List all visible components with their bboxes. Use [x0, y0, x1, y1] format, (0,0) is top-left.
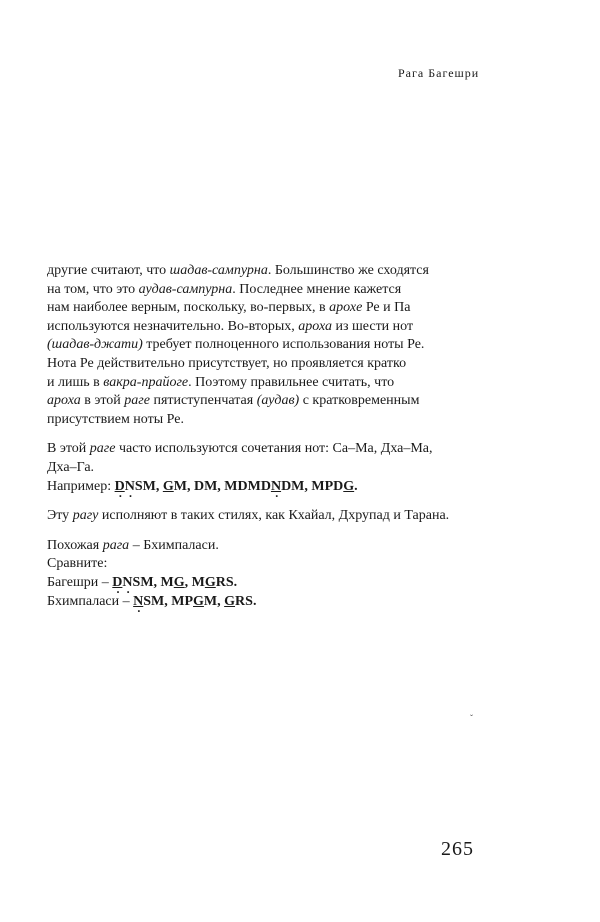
paragraph-1: [47, 262, 497, 429]
text-line: Дха–Га.: [47, 459, 95, 475]
text-line: используются незначительно. Во-вторых, ароха из шести нот: [47, 318, 414, 334]
paragraph-2: [47, 440, 497, 496]
text-line: и лишь в вакра-прайоге. Поэтому правильнее считать, что: [47, 374, 395, 390]
text-line: другие считают, что шадав-сампурна. Большинство же сходятся: [47, 263, 429, 278]
text-line: Нота Ре действительно присутствует, но проявляется кратко: [47, 355, 407, 371]
comparison-line: Багешри – D .N .SM, MG, MGRS.: [47, 574, 497, 593]
text-line: В этой раге часто используются сочетания нот: Са–Ма, Дха–Ма,: [47, 441, 433, 457]
text-line: присутствием ноты Ре.: [47, 411, 184, 427]
note-sequence: D .N .SM, GM, DM, MDMDN .DM, MPDG.: [115, 479, 358, 494]
text-line: Похожая рага – Бхимпаласи.: [47, 537, 219, 553]
note-sequence: N .SM, MPGM, GRS.: [133, 594, 256, 609]
running-head: Рага Багешри: [398, 66, 480, 80]
text-line: (шадав-джати) требует полноценного использования ноты Ре.: [47, 337, 425, 353]
text-line: Эту рагу исполняют в таких стилях, как Кхайал, Дхрупад и Тарана.: [47, 508, 450, 524]
text-line: на том, что это аудав-сампурна. Последнее мнение кажется: [47, 281, 402, 297]
page-mark: ˇ: [470, 713, 473, 723]
body-text: [47, 262, 497, 611]
paragraph-4: [47, 537, 497, 611]
example-line: Например: D .N .SM, GM, DM, MDMDN .DM, MPDG.: [47, 478, 497, 497]
text-line: ароха в этой раге пятиступенчатая (аудав) с кратковременным: [47, 393, 420, 409]
text-line: Сравните:: [47, 556, 108, 572]
text-line: нам наиболее верным, поскольку, во-первых, в арохе Ре и Па: [47, 300, 411, 316]
page-number: 265: [441, 838, 474, 860]
note-sequence: D .N .SM, MG, MGRS.: [112, 575, 237, 590]
comparison-line: Бхимпаласи – N .SM, MPGM, GRS.: [47, 593, 497, 612]
paragraph-3: [47, 507, 497, 526]
